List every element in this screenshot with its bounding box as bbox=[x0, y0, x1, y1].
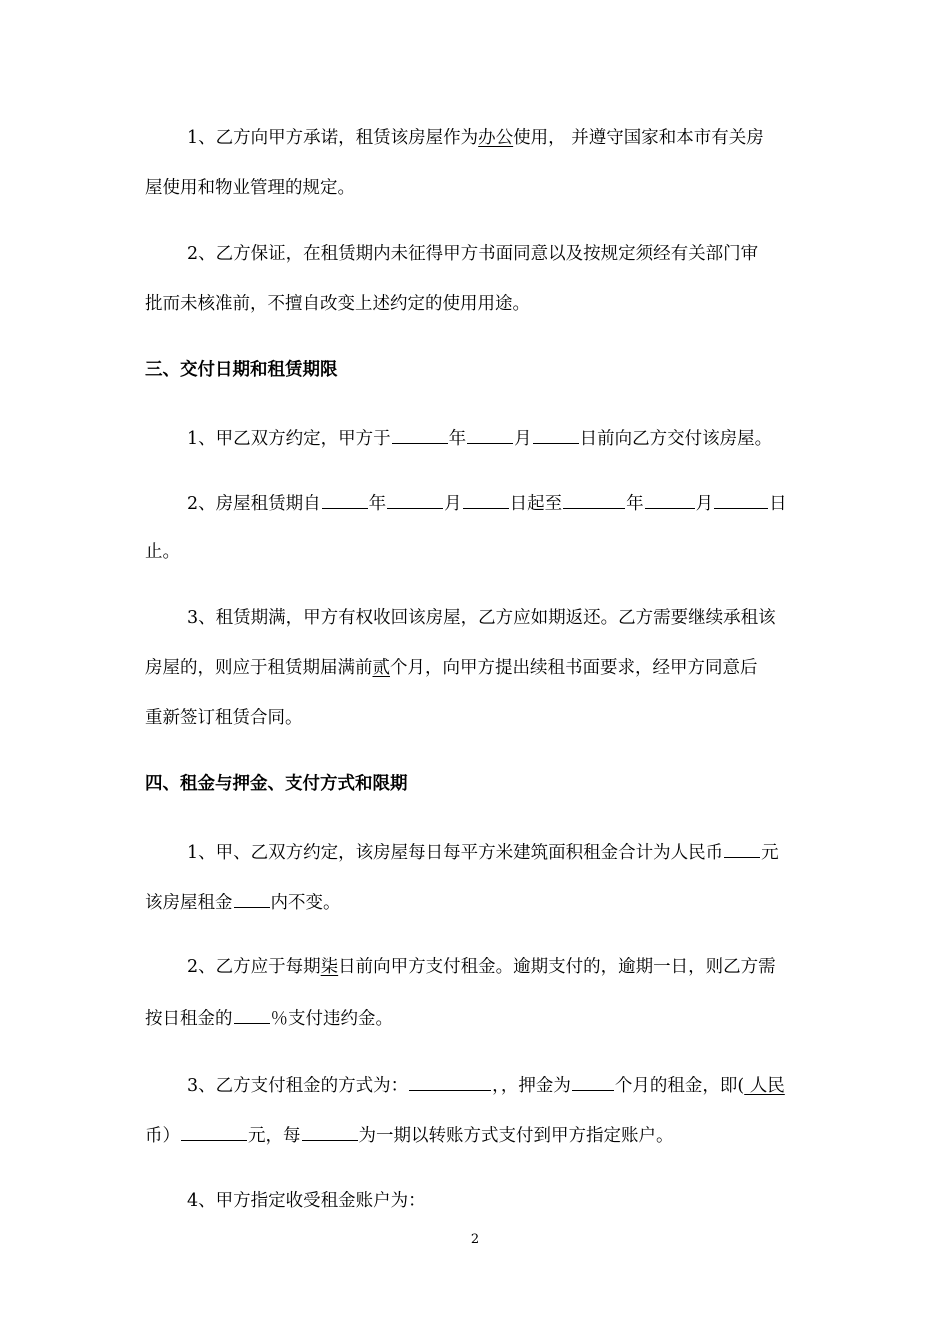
page-number: 2 bbox=[470, 1232, 480, 1247]
section-4-heading: 四、租金与押金、支付方式和限期 bbox=[145, 774, 408, 794]
blank-day bbox=[533, 425, 579, 444]
text: 日 bbox=[579, 429, 598, 449]
clause-4-3-line-1 bbox=[187, 1072, 852, 1098]
underlined-use-purpose: 办公 bbox=[478, 128, 514, 148]
text: 月 bbox=[444, 494, 462, 514]
section-3-heading: 三、交付日期和租赁期限 bbox=[145, 360, 338, 380]
clause-4-2-line-2 bbox=[145, 1005, 810, 1031]
blank-end-month bbox=[645, 490, 695, 509]
clause-3-2-line-2: 止。 bbox=[145, 542, 180, 562]
clause-3-3-line-3: 重新签订租赁合同。 bbox=[145, 708, 303, 728]
text: 按日租金的 bbox=[145, 1009, 233, 1029]
underlined-currency: 人民 bbox=[744, 1076, 785, 1096]
clause-2-1-line-1 bbox=[187, 126, 852, 150]
text: 月 bbox=[695, 494, 714, 514]
text: 1、乙方向甲方承诺，租赁该房屋作为 bbox=[187, 128, 479, 148]
blank-rent-period bbox=[234, 889, 270, 908]
blank-rent-amount bbox=[724, 839, 760, 858]
text: 日 bbox=[769, 494, 787, 514]
text: 年 bbox=[368, 494, 387, 514]
text: 1、甲乙双方约定，甲方于 bbox=[187, 429, 391, 449]
text: ％支付违约金。 bbox=[270, 1009, 393, 1029]
clause-4-1-line-2 bbox=[145, 889, 810, 915]
text: 房屋的，则应于租赁期届满前 bbox=[145, 658, 373, 678]
blank-end-day bbox=[714, 490, 768, 509]
clause-4-2-line-1 bbox=[187, 955, 852, 979]
blank-payment-method bbox=[409, 1072, 491, 1091]
text: ，，押金为 bbox=[492, 1076, 571, 1096]
blank-deposit-months bbox=[572, 1072, 614, 1091]
blank-payment-period bbox=[302, 1122, 358, 1141]
text: 内不变。 bbox=[270, 893, 341, 913]
clause-2-2-line-2: 批而未核准前，不擅自改变上述约定的使用用途。 bbox=[145, 294, 530, 314]
blank-year bbox=[392, 425, 448, 444]
clause-4-3-line-2 bbox=[145, 1122, 810, 1148]
text: 年 bbox=[626, 494, 644, 514]
text: 个月的租金，即( bbox=[614, 1076, 745, 1096]
text: 2、乙方应于每期 bbox=[187, 957, 321, 977]
clause-4-1-line-1 bbox=[187, 839, 852, 865]
text: 个月，向甲方提出续租书面要求，经甲方同意后 bbox=[390, 658, 758, 678]
blank-start-day bbox=[463, 490, 509, 509]
blank-deposit-amount bbox=[181, 1122, 247, 1141]
underlined-months: 贰 bbox=[372, 658, 390, 678]
text: 元，每 bbox=[248, 1126, 301, 1146]
text: 前向乙方交付该房屋。 bbox=[597, 429, 773, 449]
text: 1、甲、乙双方约定，该房屋每日每平方米建筑面积租金合计为人民币 bbox=[187, 843, 724, 863]
text: 起至 bbox=[527, 494, 563, 514]
text: 3、乙方支付租金的方式为： bbox=[187, 1076, 409, 1096]
text: 2、房屋租赁期自 bbox=[187, 494, 321, 514]
blank-start-month bbox=[387, 490, 443, 509]
blank-start-year bbox=[322, 490, 368, 509]
clause-4-4: 4、甲方指定收受租金账户为： bbox=[187, 1191, 426, 1211]
clause-3-3-line-1: 3、租赁期满，甲方有权收回该房屋，乙方应如期返还。乙方需要继续承租该 bbox=[187, 608, 776, 628]
text: 日 bbox=[509, 494, 528, 514]
text: 使用， 并遵守国家和本市有关房 bbox=[513, 128, 764, 148]
clause-2-2-line-1: 2、乙方保证，在租赁期内未征得甲方书面同意以及按规定须经有关部门审 bbox=[187, 244, 759, 264]
text: 元 bbox=[761, 843, 779, 863]
text: 该房屋租金 bbox=[145, 893, 233, 913]
clause-2-1-line-2: 屋使用和物业管理的规定。 bbox=[145, 178, 355, 198]
text: 日前向甲方支付租金。逾期支付的，逾期一日，则乙方需 bbox=[338, 957, 776, 977]
blank-month bbox=[467, 425, 513, 444]
text: 年 bbox=[448, 429, 467, 449]
text: 币） bbox=[145, 1126, 180, 1146]
clause-3-3-line-2 bbox=[145, 656, 810, 680]
blank-penalty-percent bbox=[234, 1005, 270, 1024]
underlined-day: 柒 bbox=[320, 957, 339, 977]
blank-end-year bbox=[563, 490, 625, 509]
clause-3-2-line-1 bbox=[187, 490, 852, 516]
clause-3-1 bbox=[187, 425, 852, 451]
text: 为一期以转账方式支付到甲方指定账户。 bbox=[358, 1126, 674, 1146]
text: 月 bbox=[514, 429, 532, 449]
